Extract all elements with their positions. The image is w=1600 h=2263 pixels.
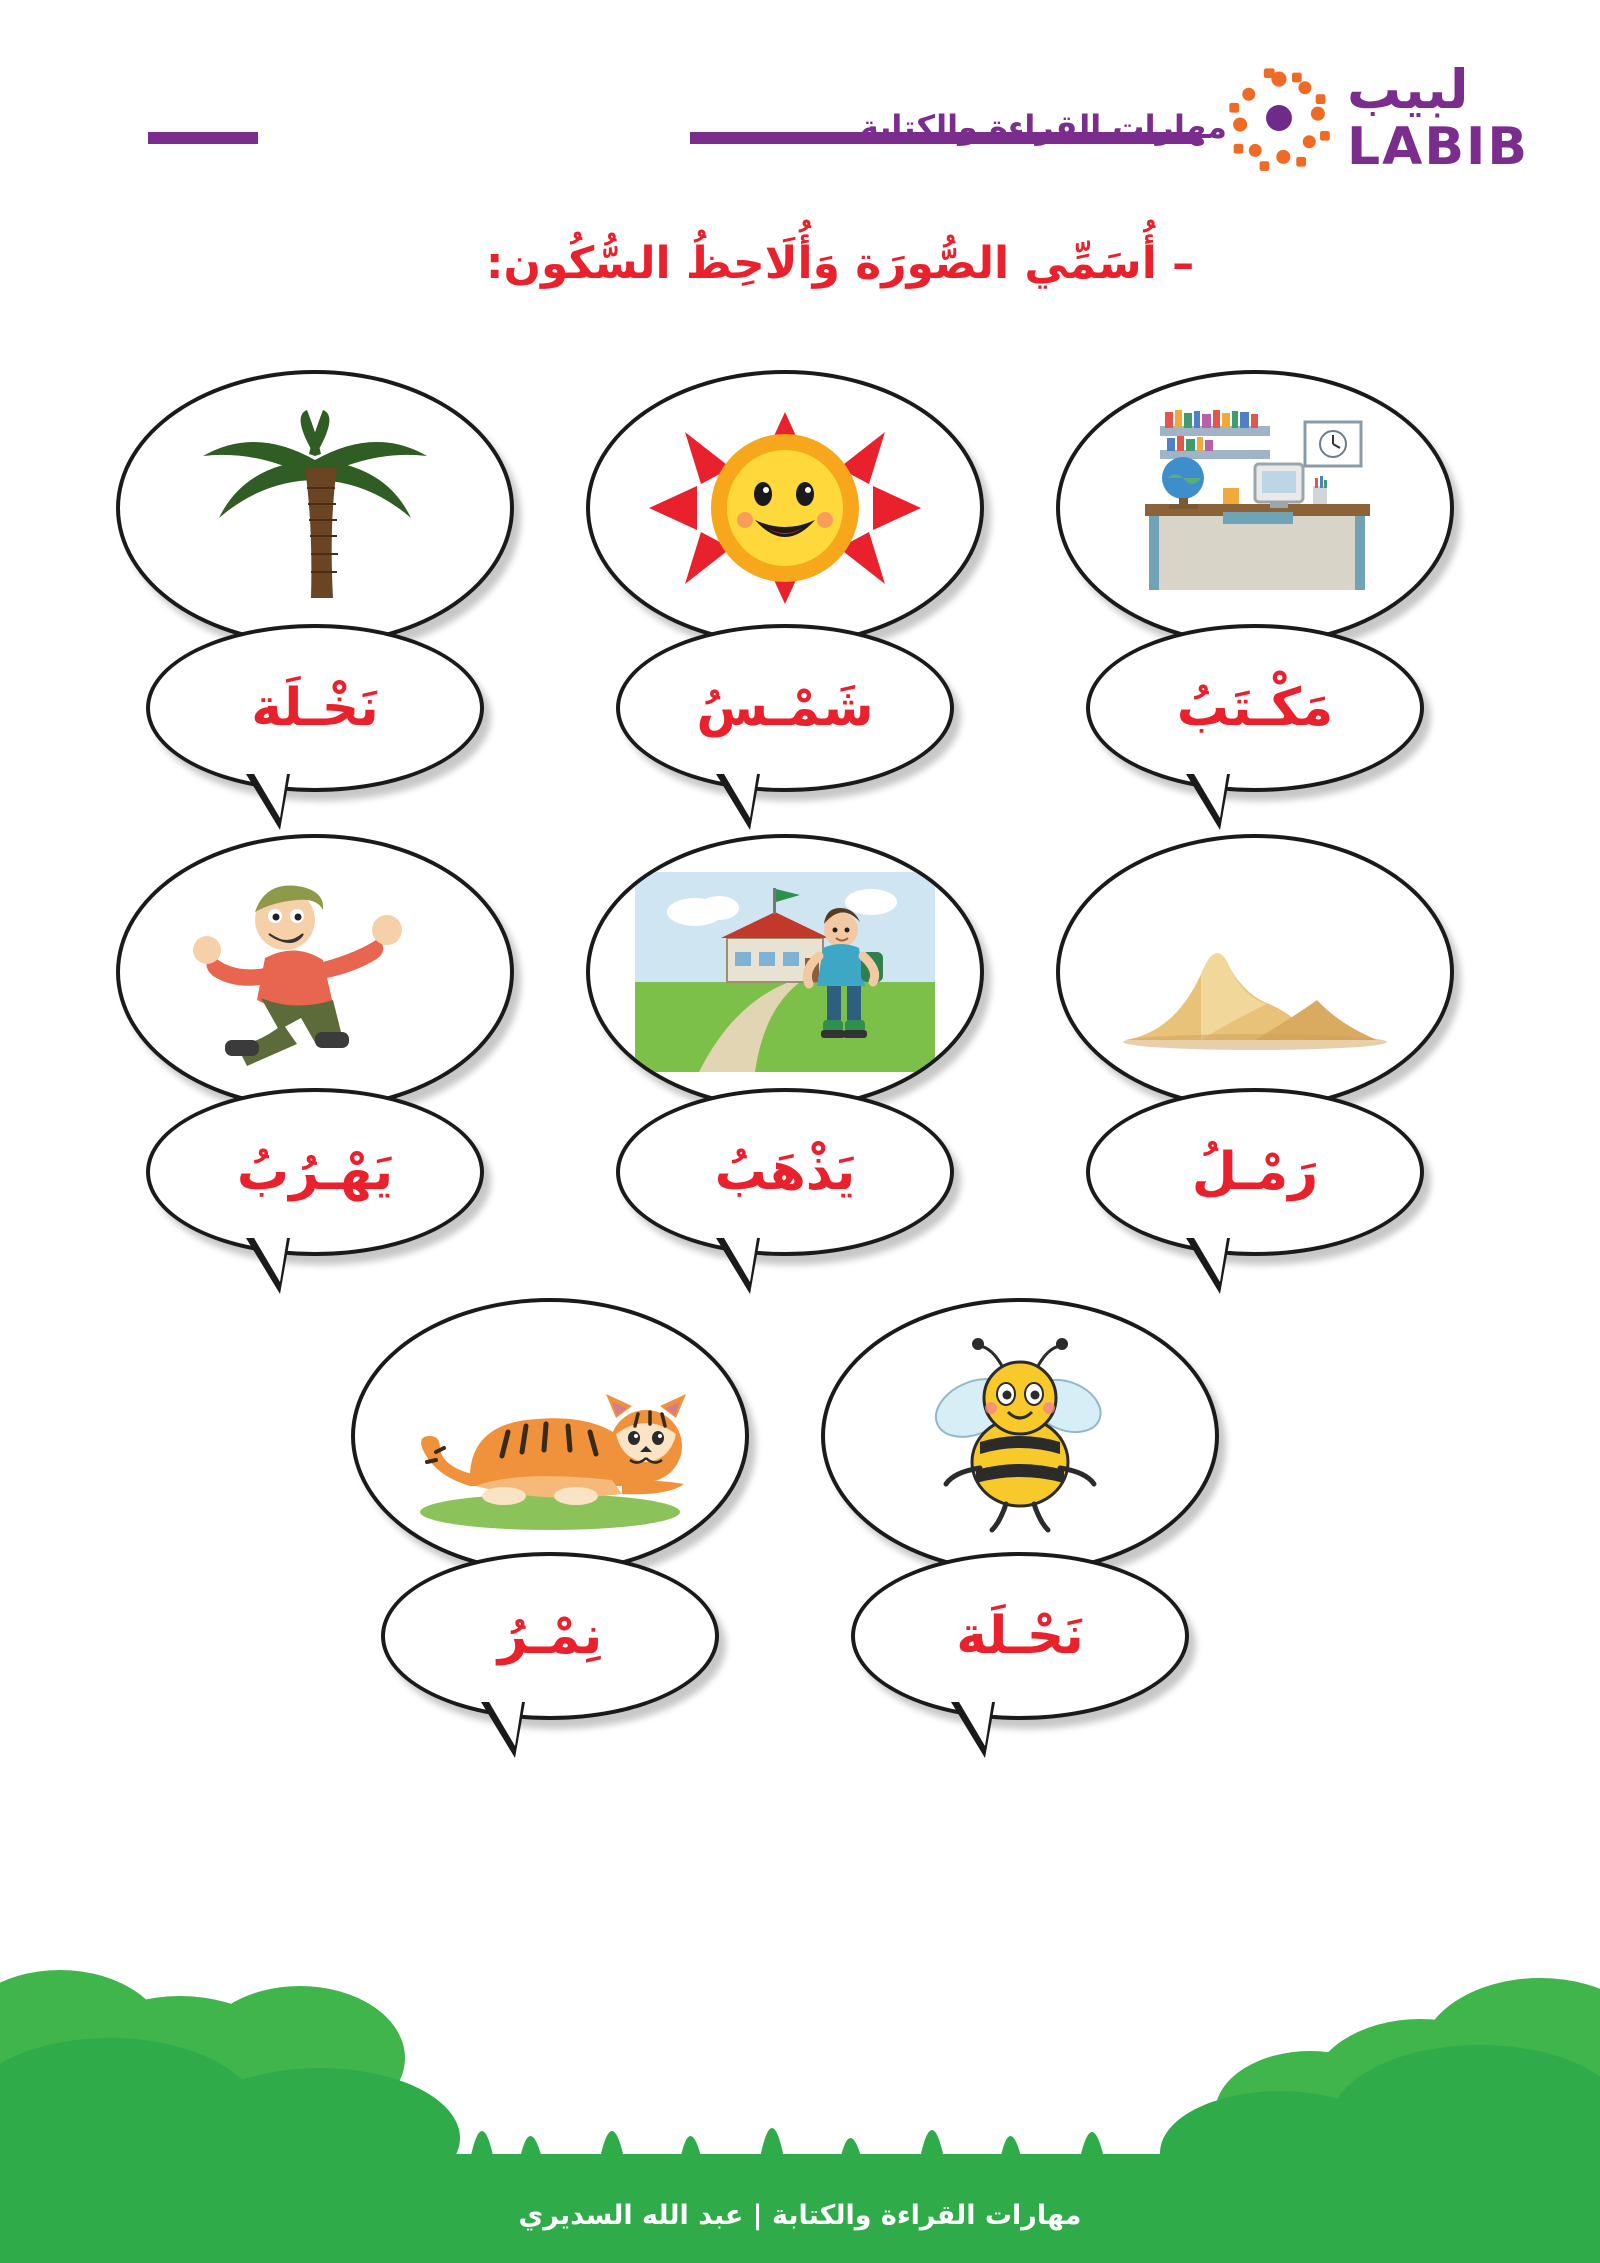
word-label: نَخْـلَة <box>251 678 379 738</box>
page-header <box>0 0 1600 210</box>
footer-text: مهارات القراءة والكتابة | عبد الله السديري <box>518 2200 1082 2231</box>
picture-bubble <box>1056 370 1454 646</box>
word-label: رَمْـلُ <box>1191 1142 1319 1202</box>
word-bubble-wrap <box>355 1552 745 1720</box>
worksheet-item <box>100 370 530 792</box>
logo-arabic-text: لبيب <box>1347 57 1469 121</box>
word-label: يَهْـرُبُ <box>236 1142 394 1202</box>
picture-bubble <box>1056 834 1454 1110</box>
bubble-tail-icon <box>716 774 760 830</box>
word-bubble <box>381 1552 719 1720</box>
word-bubble-wrap <box>1060 624 1450 792</box>
worksheet-row <box>0 370 1570 792</box>
sand-pile-icon <box>1105 872 1405 1072</box>
page-footer <box>0 1908 1600 2263</box>
header-title: مهارات القراءة والكتابة <box>860 108 1227 146</box>
picture-bubble <box>116 834 514 1110</box>
bubble-tail-icon <box>246 1238 290 1294</box>
word-bubble <box>616 1088 954 1256</box>
bee-icon <box>870 1336 1170 1536</box>
word-label: يَذْهَبُ <box>714 1142 856 1202</box>
word-bubble <box>616 624 954 792</box>
worksheet-board <box>0 370 1600 1720</box>
word-bubble-wrap <box>120 624 510 792</box>
word-label: نَحْـلَة <box>956 1606 1084 1666</box>
logo-wordmark <box>1347 57 1529 177</box>
picture-bubble <box>586 834 984 1110</box>
word-label: مَكْـتَبُ <box>1176 678 1334 738</box>
worksheet-item <box>805 1298 1235 1720</box>
word-bubble <box>1086 1088 1424 1256</box>
logo-latin-text: LABIB <box>1347 116 1529 177</box>
bubble-tail-icon <box>481 1702 525 1758</box>
word-bubble-wrap <box>590 624 980 792</box>
worksheet-item <box>570 834 1000 1256</box>
header-rule-short <box>148 132 258 144</box>
bubble-tail-icon <box>951 1702 995 1758</box>
bubble-tail-icon <box>1186 774 1230 830</box>
worksheet-item <box>335 1298 765 1720</box>
word-bubble-wrap <box>825 1552 1215 1720</box>
bubble-tail-icon <box>246 774 290 830</box>
word-label: نِمْـرُ <box>497 1606 603 1666</box>
worksheet-item <box>1040 370 1470 792</box>
word-bubble <box>1086 624 1424 792</box>
word-bubble <box>146 1088 484 1256</box>
worksheet-item <box>1040 834 1470 1256</box>
desk-office-icon <box>1105 408 1405 608</box>
bubble-tail-icon <box>716 1238 760 1294</box>
word-bubble <box>851 1552 1189 1720</box>
picture-bubble <box>821 1298 1219 1574</box>
word-bubble <box>146 624 484 792</box>
worksheet-row <box>0 834 1570 1256</box>
picture-bubble <box>116 370 514 646</box>
picture-bubble <box>351 1298 749 1574</box>
footer-bar <box>0 2168 1600 2263</box>
boy-going-to-school-icon <box>635 872 935 1072</box>
worksheet-row <box>0 1298 1570 1720</box>
worksheet-item <box>100 834 530 1256</box>
running-boy-icon <box>165 872 465 1072</box>
word-bubble-wrap <box>120 1088 510 1256</box>
word-label: شَمْـسُ <box>696 678 874 738</box>
picture-bubble <box>586 370 984 646</box>
worksheet-item <box>570 370 1000 792</box>
instruction-text: – أُسَمِّي الصُّورَة وَأُلَاحِظُ السُّكُون: <box>485 238 1195 289</box>
tiger-icon <box>400 1336 700 1536</box>
palm-tree-icon <box>165 408 465 608</box>
sun-icon <box>635 408 935 608</box>
bubble-tail-icon <box>1186 1238 1230 1294</box>
word-bubble-wrap <box>590 1088 980 1256</box>
word-bubble-wrap <box>1060 1088 1450 1256</box>
